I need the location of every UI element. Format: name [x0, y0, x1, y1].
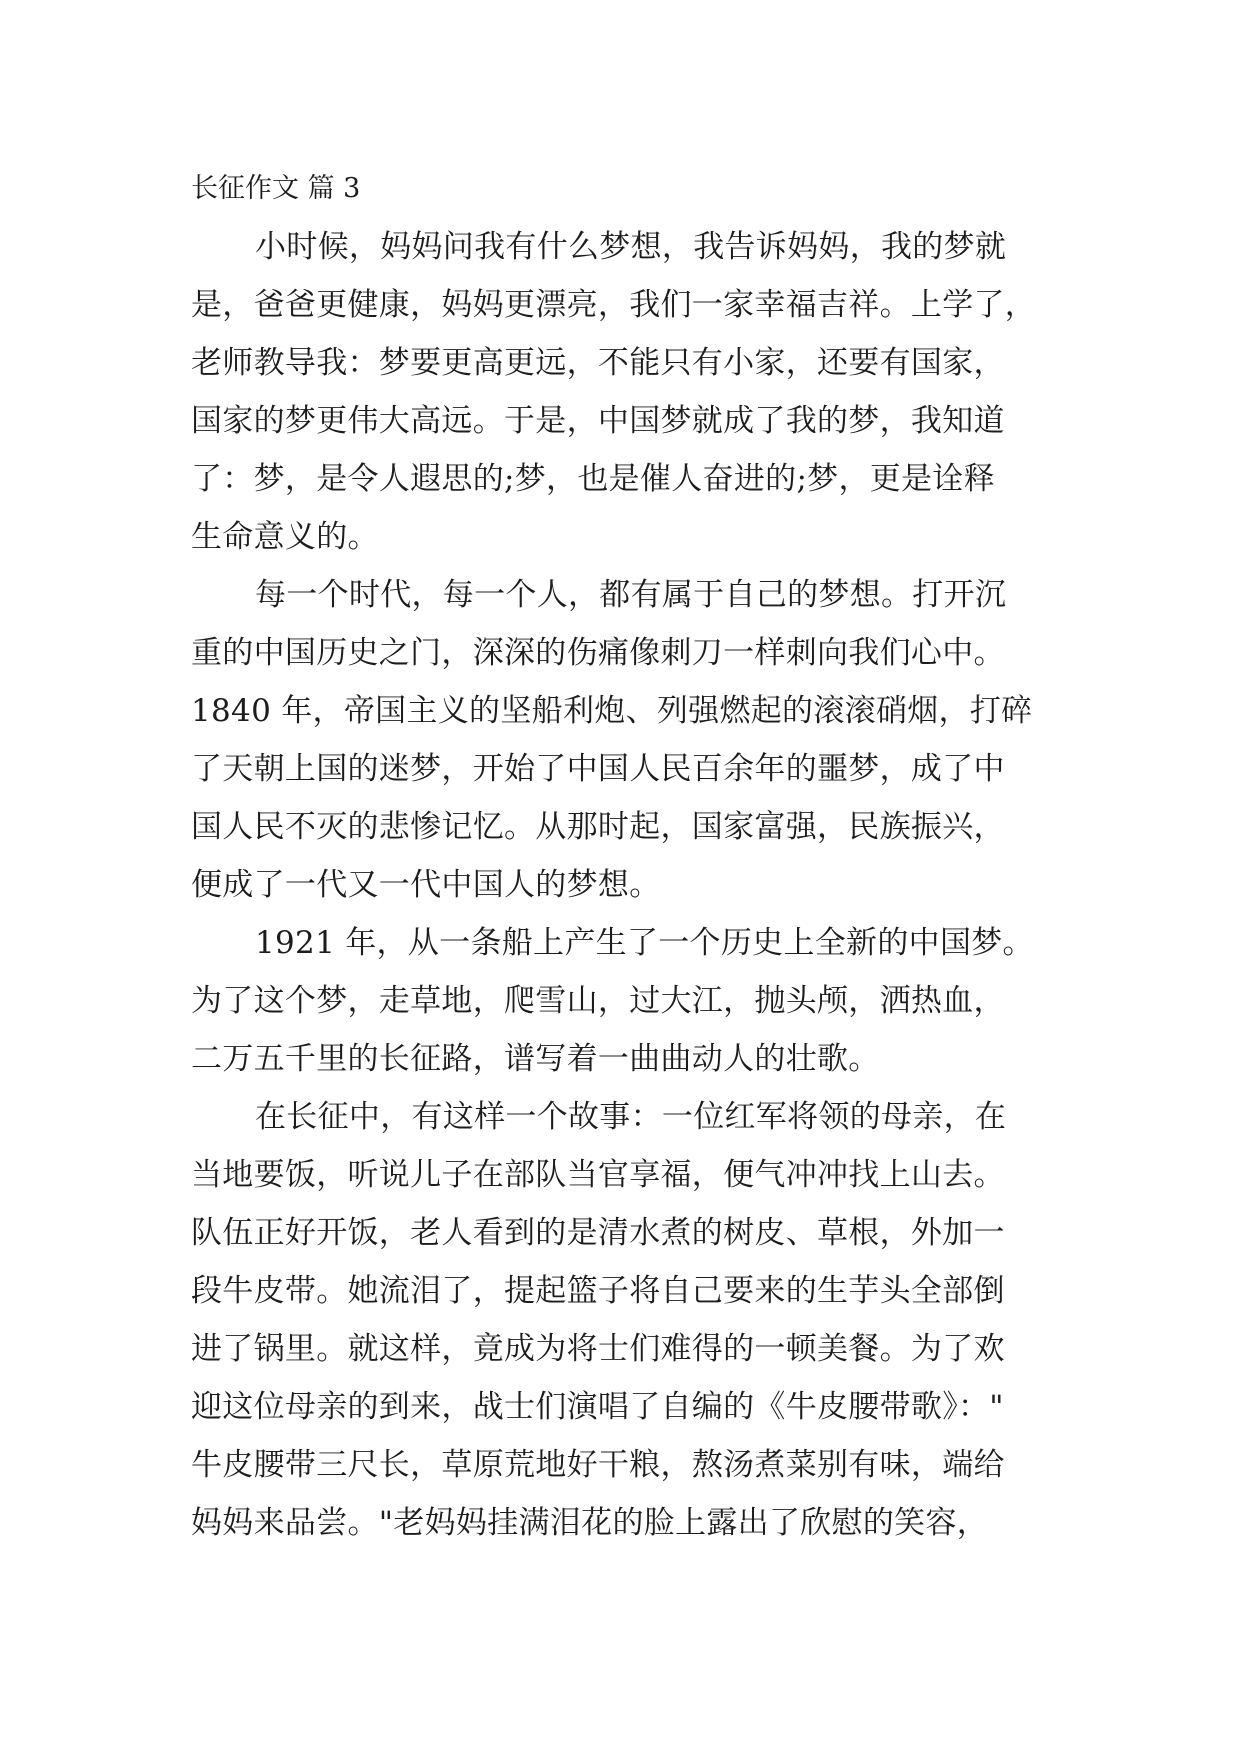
text-line: 国家的梦更伟大高远。于是，中国梦就成了我的梦，我知道 — [191, 403, 1005, 439]
text-line: 1921 年，从一条船上产生了一个历史上全新的中国梦。 — [255, 925, 1034, 961]
text-line: 老师教导我：梦要更高更远，不能只有小家，还要有国家， — [191, 345, 1005, 381]
text-line: 每一个时代，每一个人，都有属于自己的梦想。打开沉 — [255, 577, 1007, 613]
paragraph-4 — [191, 1088, 1051, 1552]
text-line: 了天朝上国的迷梦，开始了中国人民百余年的噩梦，成了中 — [191, 751, 1005, 787]
text-line: 生命意义的。 — [191, 519, 379, 555]
essay-title: 长征作文 篇 3 — [191, 173, 361, 204]
text-line: 便成了一代又一代中国人的梦想。 — [191, 867, 661, 903]
text-line: 了：梦，是令人遐思的;梦，也是催人奋进的;梦，更是诠释 — [191, 461, 995, 497]
text-line: 在长征中，有这样一个故事：一位红军将领的母亲，在 — [255, 1099, 1007, 1135]
essay-body — [191, 160, 1051, 1552]
text-line: 是，爸爸更健康，妈妈更漂亮，我们一家幸福吉祥。上学了， — [191, 287, 1037, 323]
text-line: 段牛皮带。她流泪了，提起篮子将自己要来的生芋头全部倒 — [191, 1273, 1005, 1309]
text-line: 妈妈来品尝。"老妈妈挂满泪花的脸上露出了欣慰的笑容， — [191, 1505, 989, 1541]
text-line: 1840 年，帝国主义的坚船利炮、列强燃起的滚滚硝烟，打碎 — [191, 693, 1033, 729]
text-line: 队伍正好开饭，老人看到的是清水煮的树皮、草根，外加一 — [191, 1215, 1005, 1251]
text-line: 国人民不灭的悲惨记忆。从那时起，国家富强，民族振兴， — [191, 809, 1005, 845]
text-line: 牛皮腰带三尺长，草原荒地好干粮，熬汤煮菜别有味，端给 — [191, 1447, 1005, 1483]
paragraph-3 — [191, 914, 1051, 1088]
text-line: 小时候，妈妈问我有什么梦想，我告诉妈妈，我的梦就 — [255, 229, 1007, 265]
paragraph-2 — [191, 566, 1051, 914]
text-line: 二万五千里的长征路，谱写着一曲曲动人的壮歌。 — [191, 1041, 880, 1077]
text-line: 进了锅里。就这样，竟成为将士们难得的一顿美餐。为了欢 — [191, 1331, 1005, 1367]
text-line: 迎这位母亲的到来，战士们演唱了自编的《牛皮腰带歌》：" — [191, 1389, 1004, 1425]
paragraph-1 — [191, 218, 1051, 566]
text-line: 当地要饭，听说儿子在部队当官享福，便气冲冲找上山去。 — [191, 1157, 1005, 1193]
text-line: 为了这个梦，走草地，爬雪山，过大江，抛头颅，洒热血， — [191, 983, 1005, 1019]
text-line: 重的中国历史之门，深深的伤痛像刺刀一样刺向我们心中。 — [191, 635, 1005, 671]
